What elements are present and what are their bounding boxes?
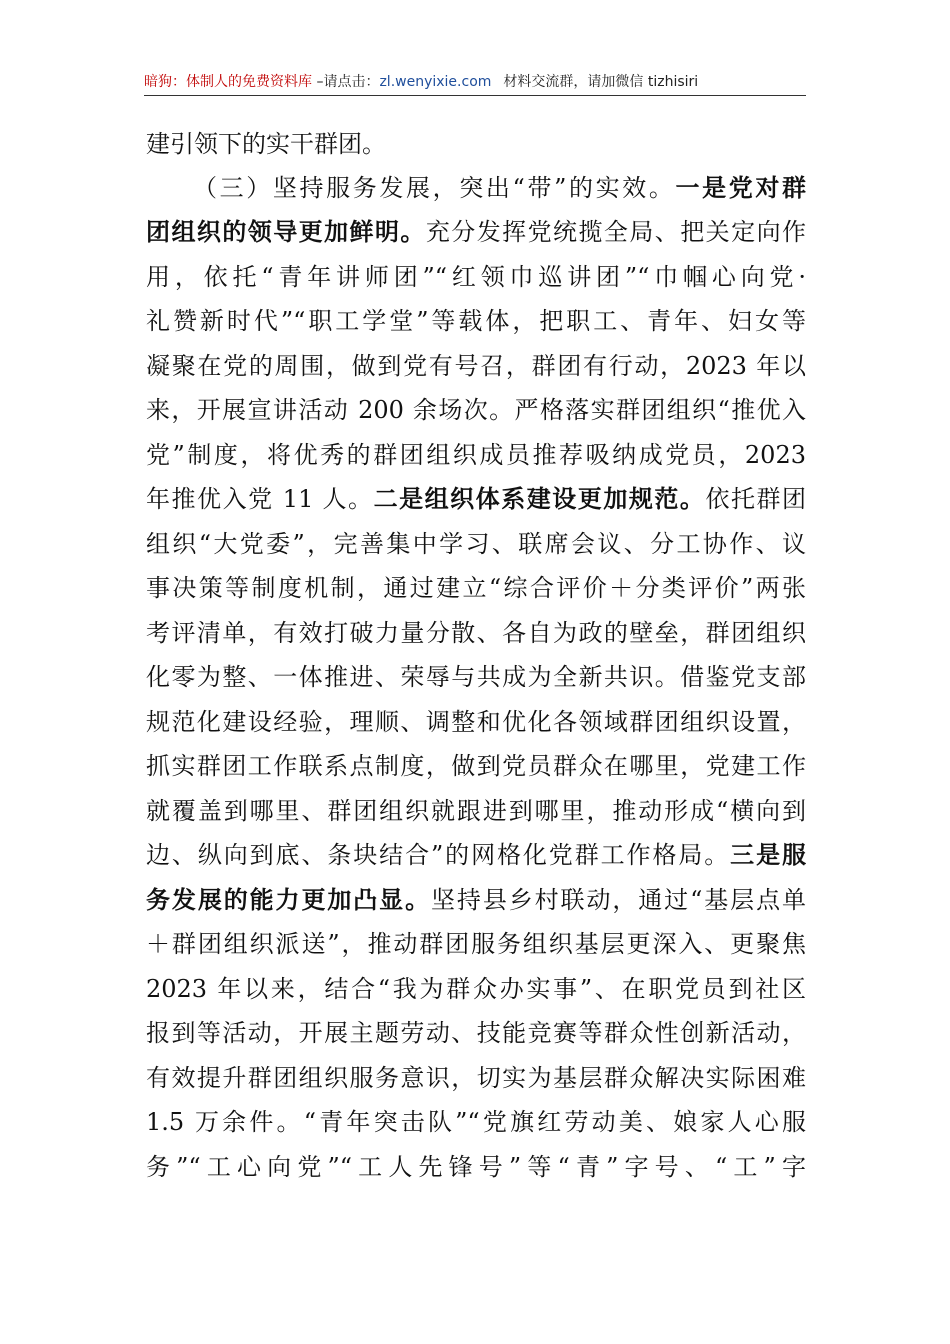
bold-heading-span: 团组织的领导更加鲜明。 [146, 217, 426, 246]
text-span: 1.5 万余件。“青年突击队”“党旗红劳动美、娘家人心服 [146, 1108, 806, 1136]
paragraph-line [146, 522, 806, 566]
text-span: 有效提升群团组织服务意识，切实为基层群众解决实际困难 [146, 1064, 806, 1092]
text-span: 年推优入党 11 人。 [146, 485, 374, 513]
text-span: 组织“大党委”，完善集中学习、联席会议、分工协作、议 [146, 530, 806, 558]
text-span: ＋群团组织派送”，推动群团服务组织基层更深入、更聚焦 [146, 930, 806, 958]
text-span: 党”制度，将优秀的群团组织成员推荐吸纳成党员，2023 [146, 441, 806, 469]
paragraph-line [146, 967, 806, 1011]
paragraph-line [146, 255, 806, 299]
header-divider [144, 95, 806, 96]
text-span: 建引领下的实干群团。 [146, 130, 386, 158]
paragraph-line [146, 611, 806, 655]
watermark-url-link[interactable]: zl.wenyixie.com [379, 74, 492, 90]
bold-heading-span: 一是党对群 [675, 173, 806, 202]
text-span: 务”“工心向党”“工人先锋号”等“青”字号、“工”字 [146, 1153, 806, 1181]
text-span: 规范化建设经验，理顺、调整和优化各领域群团组织设置， [146, 708, 806, 736]
text-span: （三）坚持服务发展，突出“带”的实效。 [193, 174, 676, 202]
paragraph-line [146, 833, 806, 877]
paragraph-line [146, 122, 386, 166]
paragraph-line [146, 922, 806, 966]
text-span: 来，开展宣讲活动 200 余场次。严格落实群团组织“推优入 [146, 396, 806, 424]
watermark-click-prompt: –请点击： [312, 74, 380, 90]
paragraph-line [146, 1011, 806, 1055]
text-span: 礼赞新时代”“职工学堂”等载体，把职工、青年、妇女等 [146, 307, 806, 335]
text-span: 就覆盖到哪里、群团组织就跟进到哪里，推动形成“横向到 [146, 797, 806, 825]
paragraph-line [146, 433, 806, 477]
paragraph-line [146, 789, 806, 833]
paragraph-line [146, 477, 806, 521]
paragraph-line [146, 210, 806, 254]
bold-heading-span: 三是服 [730, 840, 806, 869]
paragraph-line [193, 166, 806, 210]
paragraph-line [146, 1145, 806, 1189]
paragraph-line [146, 655, 806, 699]
paragraph-line [146, 1100, 806, 1144]
header-watermark [144, 68, 806, 96]
text-span: 边、纵向到底、条块结合”的网格化党群工作格局。 [146, 841, 731, 869]
text-span: 坚持县乡村联动，通过“基层点单 [431, 886, 806, 914]
text-span: 用，依托“青年讲师团”“红领巾巡讲团”“巾帼心向党· [146, 263, 806, 291]
paragraph-line [146, 388, 806, 432]
paragraph-line [146, 744, 806, 788]
watermark-wechat-note: 材料交流群，请加微信 tizhisiri [503, 74, 699, 90]
text-span: 凝聚在党的周围，做到党有号召，群团有行动，2023 年以 [146, 352, 806, 380]
paragraph-line [146, 700, 806, 744]
watermark-site-name: 暗狗：体制人的免费资料库 [144, 74, 312, 90]
text-span: 2023 年以来，结合“我为群众办实事”、在职党员到社区 [146, 975, 806, 1003]
paragraph-line [146, 299, 806, 343]
paragraph-line [146, 566, 806, 610]
text-span: 依托群团 [705, 485, 807, 513]
paragraph-line [146, 1056, 806, 1100]
text-span: 化零为整、一体推进、荣辱与共成为全新共识。借鉴党支部 [146, 663, 806, 691]
text-span: 报到等活动，开展主题劳动、技能竞赛等群众性创新活动， [146, 1019, 806, 1047]
paragraph-line [146, 344, 806, 388]
bold-heading-span: 二是组织体系建设更加规范。 [373, 484, 706, 513]
text-span: 充分发挥党统揽全局、把关定向作 [425, 218, 807, 246]
text-span: 考评清单，有效打破力量分散、各自为政的壁垒，群团组织 [146, 619, 806, 647]
bold-heading-span: 务发展的能力更加凸显。 [146, 885, 431, 914]
text-span: 抓实群团工作联系点制度，做到党员群众在哪里，党建工作 [146, 752, 806, 780]
paragraph-line [146, 878, 806, 922]
text-span: 事决策等制度机制，通过建立“综合评价＋分类评价”两张 [146, 574, 806, 602]
